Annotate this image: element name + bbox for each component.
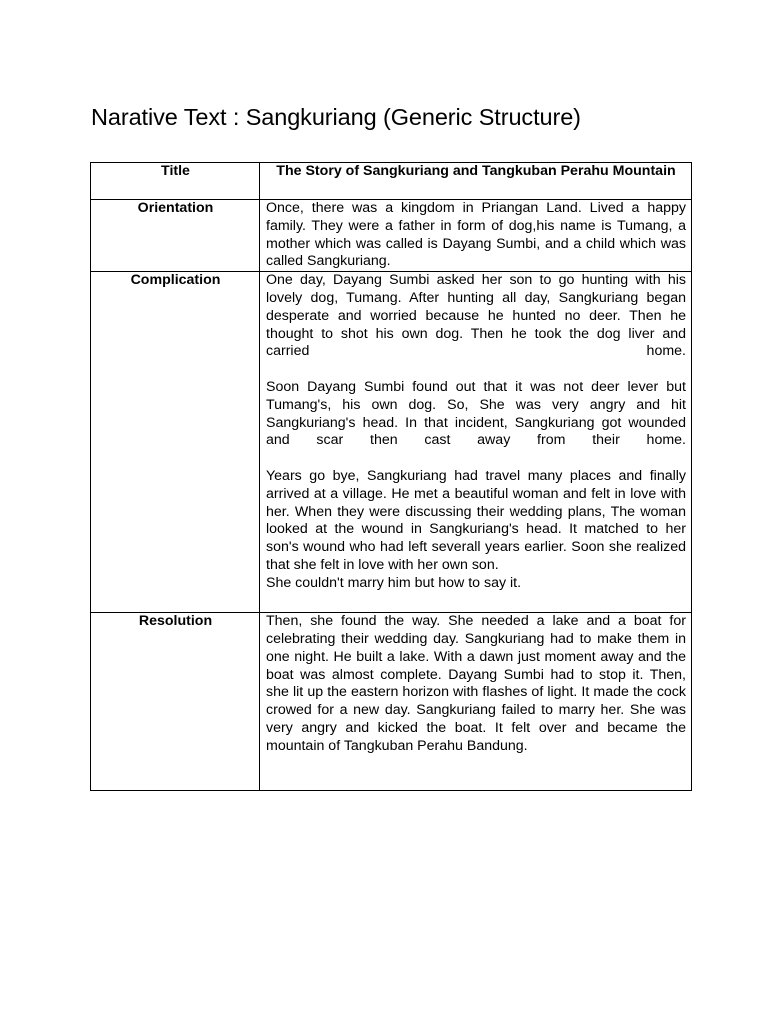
generic-structure-table <box>90 162 692 791</box>
complication-content <box>260 272 692 613</box>
complication-paragraph-4: She couldn't marry him but how to say it. <box>266 574 522 591</box>
row-label-orientation: Orientation <box>91 200 260 272</box>
row-label-complication: Complication <box>91 272 260 613</box>
table-row-orientation <box>91 200 692 272</box>
table-row-resolution <box>91 613 692 791</box>
story-title: The Story of Sangkuriang and Tangkuban Perahu Mountain <box>260 163 692 200</box>
table-row-title <box>91 163 692 200</box>
row-label-title: Title <box>91 163 260 200</box>
orientation-content <box>260 200 692 272</box>
orientation-paragraph: Once, there was a kingdom in Priangan Land. Lived a happy family. They were a father in form of dog,his name is Tumang, a mother which was called is Dayang Sumbi, and a child which was called Sangkuriang. <box>266 200 686 270</box>
resolution-paragraph: Then, she found the way. She needed a lake and a boat for celebrating their wedding day. Sangkuriang had to make them in one night. He built a lake. With a dawn just moment away and the boat was almost complete. Dayang Sumbi had to stop it. Then, she lit up the eastern horizon with flashes of light. It made the cock crowed for a new day. Sangkuriang failed to marry her. She was very angry and kicked the boat. It felt over and became the mountain of Tangkuban Perahu Bandung. <box>266 613 686 754</box>
row-label-resolution: Resolution <box>91 613 260 791</box>
complication-paragraph-3: Years go bye, Sangkuriang had travel many places and finally arrived at a village. He met a beautiful woman and felt in love with her. When they were discussing their wedding plans, The woman looked at the wound in Sangkuriang's head. It matched to her son's wound who had left severall years earlier. Soon she realized that she felt in love with her own son. <box>266 467 686 573</box>
table-row-complication <box>91 272 692 613</box>
complication-paragraph-1: One day, Dayang Sumbi asked her son to go hunting with his lovely dog, Tumang. After hunting all day, Sangkuriang began desperate and worried because he hunted no deer. Then he thought to shot his own dog. Then he took the dog liver and carried home. <box>266 272 686 360</box>
complication-paragraph-2: Soon Dayang Sumbi found out that it was not deer lever but Tumang's, his own dog. So, She was very angry and hit Sangkuriang's head. In that incident, Sangkuriang got wounded and scar then cast away from their home. <box>266 378 686 449</box>
page-title: Narative Text : Sangkuriang (Generic Structure) <box>91 104 581 130</box>
resolution-content <box>260 613 692 791</box>
